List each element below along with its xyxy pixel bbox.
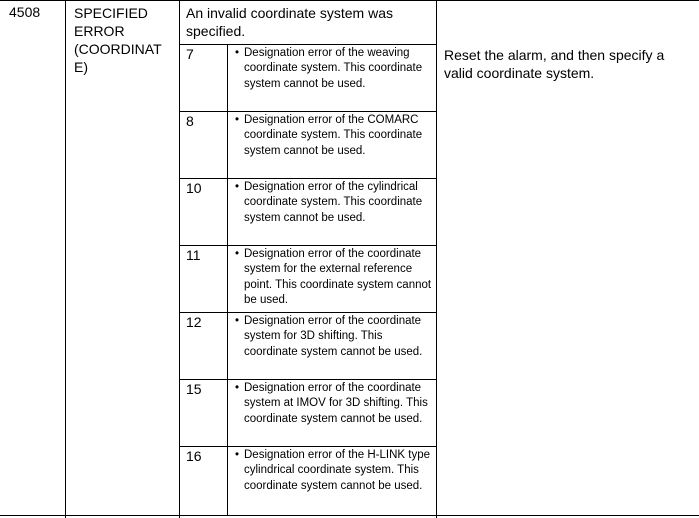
bullet-icon: •	[235, 248, 240, 260]
detail-description	[235, 448, 433, 494]
subtable-row-divider	[179, 312, 437, 313]
alarm-description: An invalid coordinate system was specified.	[186, 5, 393, 39]
detail-text: Designation error of the coordinate system for the external reference point. This coordinate system cannot be used.	[244, 248, 432, 306]
subtable-row-divider	[179, 178, 437, 179]
alarm-code: 4508	[9, 4, 41, 20]
alarm-name: SPECIFIED ERROR (COORDINAT E)	[74, 5, 162, 75]
bullet-icon: •	[235, 315, 240, 327]
detail-description	[235, 247, 433, 308]
column-divider	[179, 0, 180, 518]
detail-number: 11	[186, 247, 201, 263]
column-divider	[436, 0, 437, 518]
detail-text: Designation error of the coordinate system at IMOV for 3D shifting. This coordinate system cannot be used.	[244, 382, 428, 425]
detail-number: 16	[186, 448, 202, 464]
detail-description	[235, 314, 433, 360]
bullet-icon: •	[235, 181, 240, 193]
detail-text: Designation error of the cylindrical coordinate system. This coordinate system cannot be used.	[244, 181, 423, 224]
bullet-icon: •	[235, 47, 240, 59]
subtable-divider	[227, 44, 228, 515]
bullet-icon: •	[235, 382, 240, 394]
bullet-icon: •	[235, 114, 240, 126]
detail-description	[235, 46, 433, 92]
subtable-row-divider	[179, 111, 437, 112]
column-divider	[65, 0, 66, 518]
subtable-row-divider	[179, 245, 437, 246]
detail-text: Designation error of the weaving coordinate system. This coordinate system cannot be used.	[244, 47, 423, 90]
detail-text: Designation error of the H-LINK type cylindrical coordinate system. This coordinate system cannot be used.	[244, 449, 431, 492]
detail-number: 7	[186, 46, 194, 62]
table-top-border	[0, 0, 699, 1]
detail-text: Designation error of the coordinate system for 3D shifting. This coordinate system cannot be used.	[244, 315, 423, 358]
subtable-row-divider	[179, 446, 437, 447]
detail-number: 12	[186, 314, 202, 330]
detail-number: 10	[186, 180, 202, 196]
subtable-top-border	[179, 44, 437, 45]
detail-number: 15	[186, 381, 202, 397]
detail-text: Designation error of the COMARC coordinate system. This coordinate system cannot be used.	[244, 114, 423, 157]
table-bottom-border	[0, 515, 699, 516]
subtable-row-divider	[179, 379, 437, 380]
detail-description	[235, 180, 433, 226]
detail-number: 8	[186, 113, 194, 129]
detail-description	[235, 113, 433, 159]
alarm-action: Reset the alarm, and then specify a valid coordinate system.	[444, 47, 665, 81]
bullet-icon: •	[235, 449, 240, 461]
detail-description	[235, 381, 433, 427]
